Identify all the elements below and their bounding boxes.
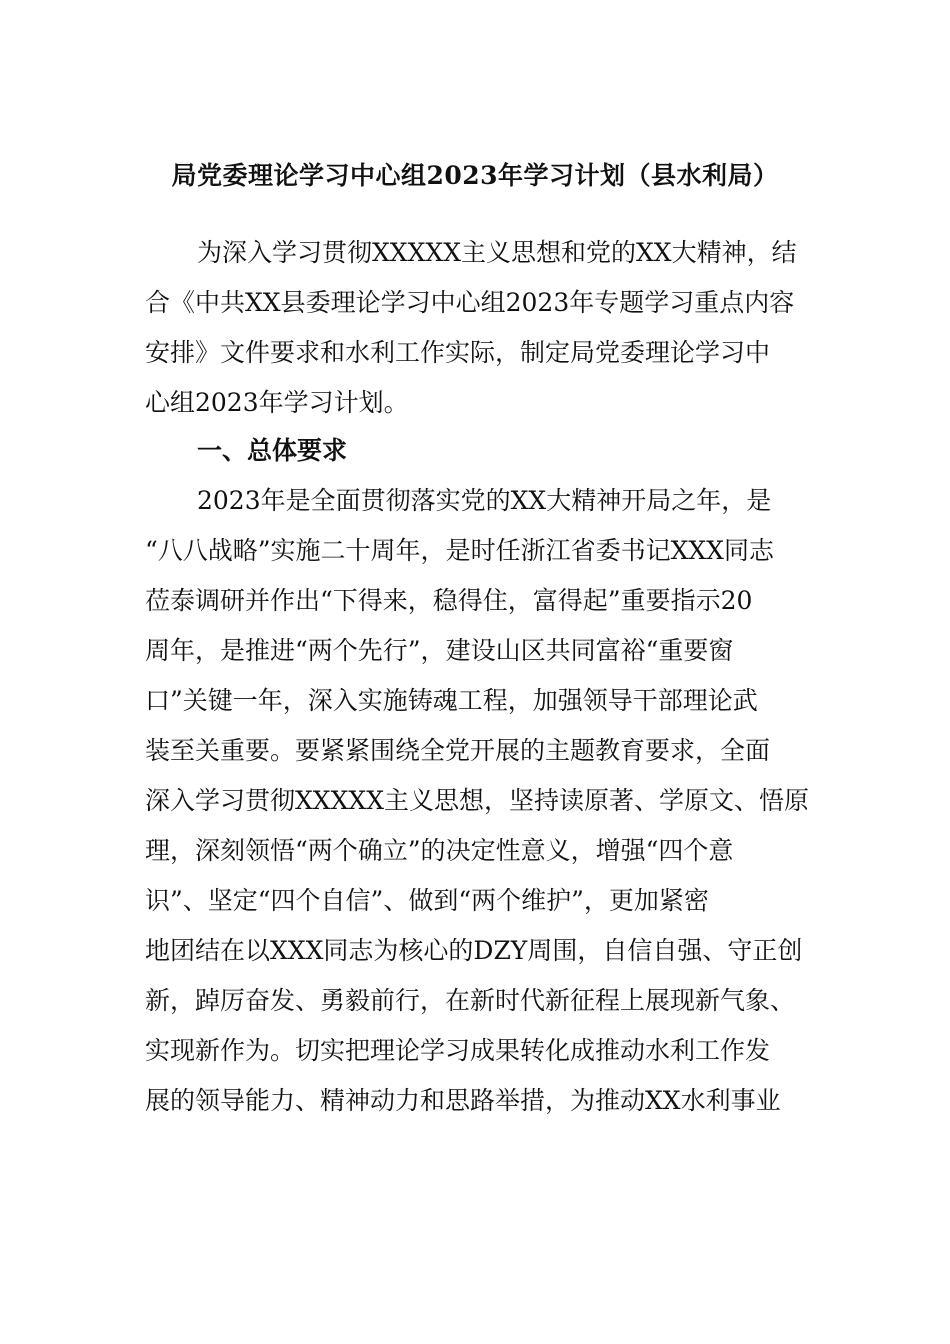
paragraph-line: 安排》文件要求和水利工作实际，制定局党委理论学习中 [145,338,771,367]
paragraph-line: 口”关键一年，深入实施铸魂工程，加强领导干部理论武 [145,686,758,715]
paragraph-line: 莅泰调研并作出“下得来，稳得住，富得起”重要指示20 [145,586,753,615]
paragraph-line: 装至关重要。要紧紧围绕全党开展的主题教育要求，全面 [145,736,771,765]
paragraph-line: “八八战略”实施二十周年，是时任浙江省委书记XXX同志 [145,536,774,565]
paragraph-line: 新，踔厉奋发、勇毅前行，在新时代新征程上展现新气象、 [145,986,796,1015]
paragraph-line: 地团结在以XXX同志为核心的DZY周围，自信自强、守正创 [145,936,803,965]
paragraph-line: 展的领导能力、精神动力和思路举措，为推动XX水利事业 [145,1086,781,1115]
paragraph-line: 周年，是推进“两个先行”，建设山区共同富裕“重要窗 [145,636,734,665]
document-title: 局党委理论学习中心组2023年学习计划（县水利局） [171,161,779,190]
section-heading: 一、总体要求 [197,436,348,465]
paragraph-line: 合《中共XX县委理论学习中心组2023年专题学习重点内容 [145,288,795,317]
paragraph-line: 识”、坚定“四个自信”、做到“两个维护”，更加紧密 [145,886,709,915]
paragraph-line: 2023年是全面贯彻落实党的XX大精神开局之年，是 [197,486,772,515]
paragraph-line: 理，深刻领悟“两个确立”的决定性意义，增强“四个意 [145,836,734,865]
paragraph-line: 为深入学习贯彻XXXXX主义思想和党的XX大精神，结 [197,238,797,267]
paragraph-line: 深入学习贯彻XXXXX主义思想，坚持读原著、学原文、悟原 [145,786,809,815]
paragraph-line: 实现新作为。切实把理论学习成果转化成推动水利工作发 [145,1036,771,1065]
paragraph-line: 心组2023年学习计划。 [145,388,409,417]
